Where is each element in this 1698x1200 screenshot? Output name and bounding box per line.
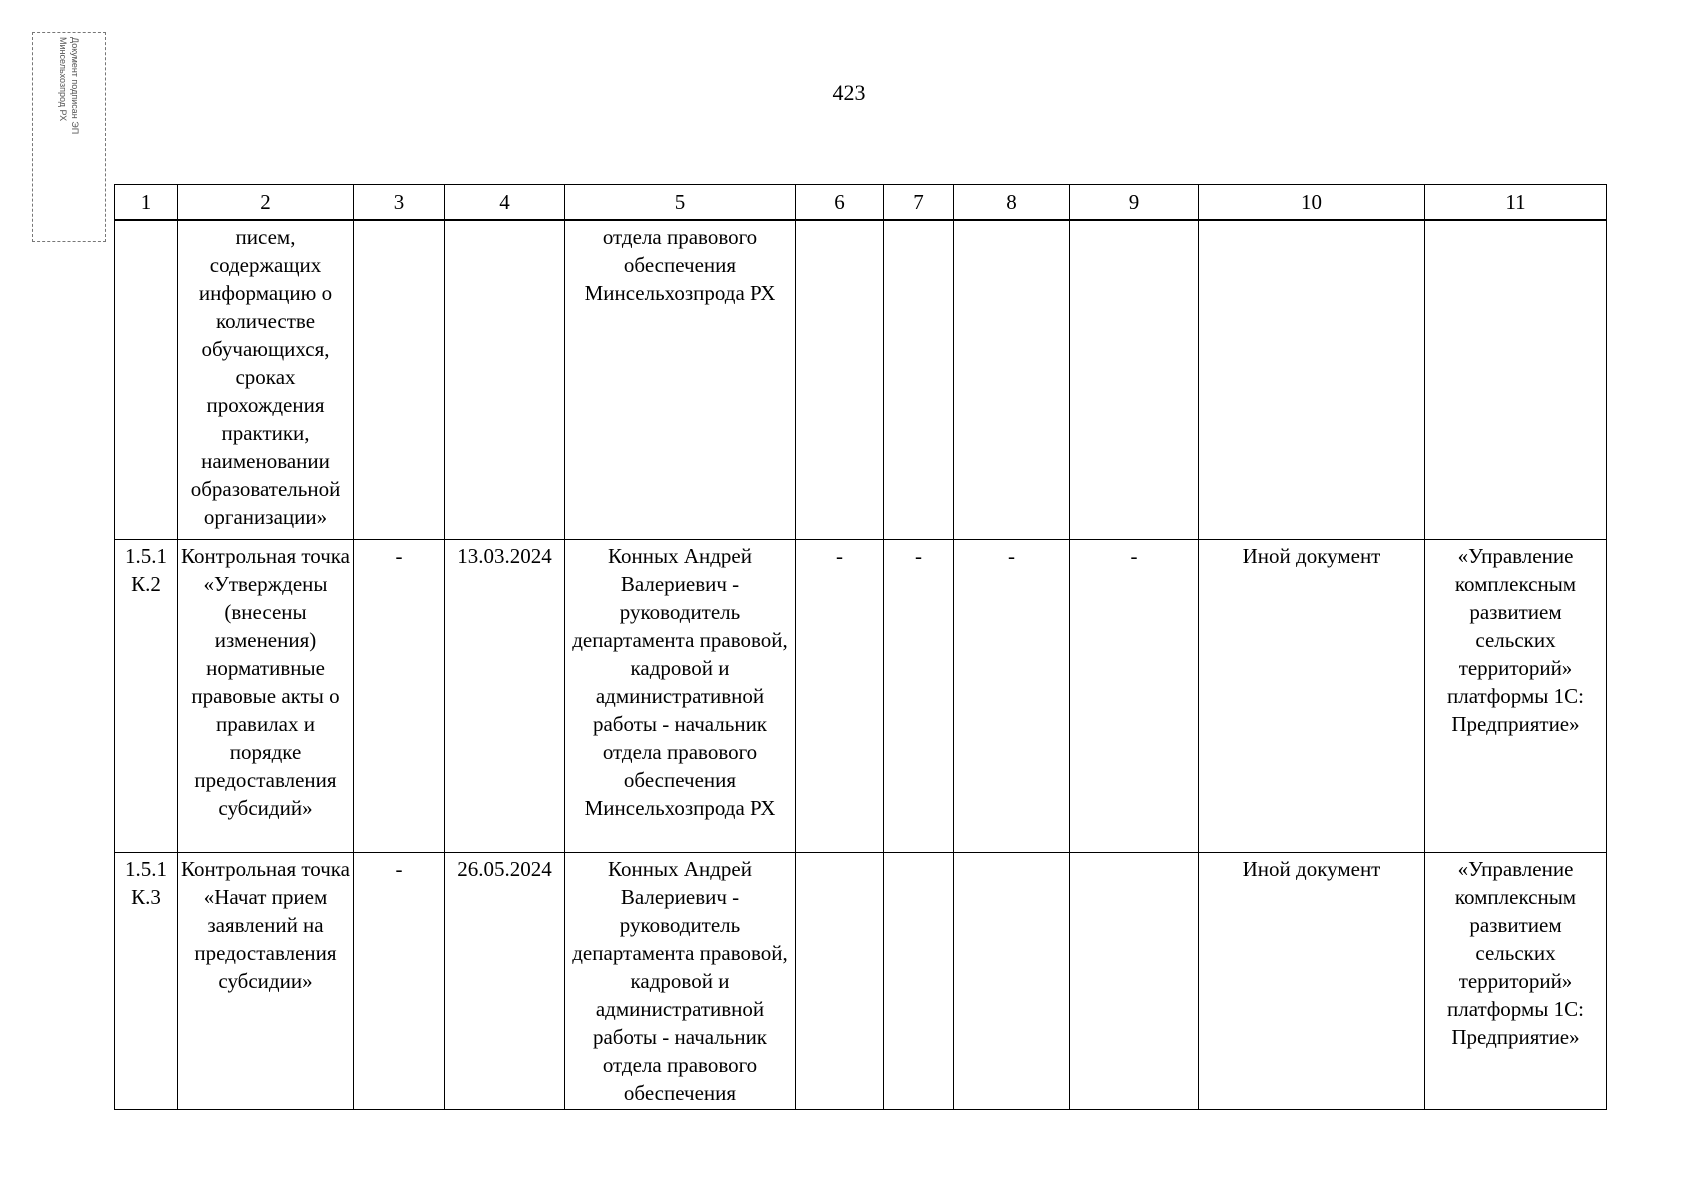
cell-col-3: - [354, 540, 445, 853]
cell-name: Контрольная точка «Начат прием заявлений на предоставления субсидии» [178, 853, 354, 1110]
cell-col-8: - [954, 540, 1070, 853]
table-row [115, 540, 1607, 853]
cell-document-type: Иной документ [1199, 540, 1425, 853]
cell-number: 1.5.1 К.3 [115, 853, 178, 1110]
column-header-4: 4 [445, 185, 565, 221]
column-header-11: 11 [1425, 185, 1607, 221]
cell-col-8 [954, 853, 1070, 1110]
column-header-10: 10 [1199, 185, 1425, 221]
cell-col-6 [796, 853, 884, 1110]
cell-name: писем, содержащих информацию о количестве обучающихся, сроках прохождения практики, наименовании образовательной организации» [178, 220, 354, 540]
signature-stamp [32, 32, 106, 242]
cell-col-9 [1070, 853, 1199, 1110]
cell-col-6 [796, 220, 884, 540]
document-table [114, 184, 1607, 1110]
page-number: 423 [832, 80, 866, 105]
cell-document-type [1199, 220, 1425, 540]
cell-col-7: - [884, 540, 954, 853]
cell-document-type: Иной документ [1199, 853, 1425, 1110]
column-header-2: 2 [178, 185, 354, 221]
column-header-7: 7 [884, 185, 954, 221]
cell-number: 1.5.1 К.2 [115, 540, 178, 853]
cell-col-6: - [796, 540, 884, 853]
header-row [115, 185, 1607, 221]
cell-col-9 [1070, 220, 1199, 540]
cell-date: 13.03.2024 [445, 540, 565, 853]
cell-name: Контрольная точка «Утверждены (внесены изменения) нормативные правовые акты о правилах и порядке предоставления субсидий» [178, 540, 354, 853]
cell-responsible: отдела правового обеспечения Минсельхозпрода РХ [565, 220, 796, 540]
cell-col-7 [884, 853, 954, 1110]
cell-responsible: Конных Андрей Валериевич - руководитель департамента правовой, кадровой и административной работы - начальник отдела правового обеспечения Минсельхозпрода РХ [565, 540, 796, 853]
column-header-3: 3 [354, 185, 445, 221]
cell-col-9: - [1070, 540, 1199, 853]
cell-col-3: - [354, 853, 445, 1110]
stamp-text: Документ подписан ЭП Минсельхозпрод РХ [58, 37, 80, 135]
cell-col-8 [954, 220, 1070, 540]
table-row [115, 220, 1607, 540]
table-row [115, 853, 1607, 1110]
cell-col-3 [354, 220, 445, 540]
column-header-5: 5 [565, 185, 796, 221]
column-header-6: 6 [796, 185, 884, 221]
cell-date: 26.05.2024 [445, 853, 565, 1110]
column-header-9: 9 [1070, 185, 1199, 221]
column-header-8: 8 [954, 185, 1070, 221]
cell-system: «Управление комплексным развитием сельских территорий» платформы 1С: Предприятие» [1425, 853, 1607, 1110]
cell-col-7 [884, 220, 954, 540]
cell-responsible: Конных Андрей Валериевич - руководитель департамента правовой, кадровой и административной работы - начальник отдела правового обеспечения [565, 853, 796, 1110]
cell-date [445, 220, 565, 540]
cell-system [1425, 220, 1607, 540]
cell-number [115, 220, 178, 540]
column-header-1: 1 [115, 185, 178, 221]
cell-system: «Управление комплексным развитием сельских территорий» платформы 1С: Предприятие» [1425, 540, 1607, 853]
